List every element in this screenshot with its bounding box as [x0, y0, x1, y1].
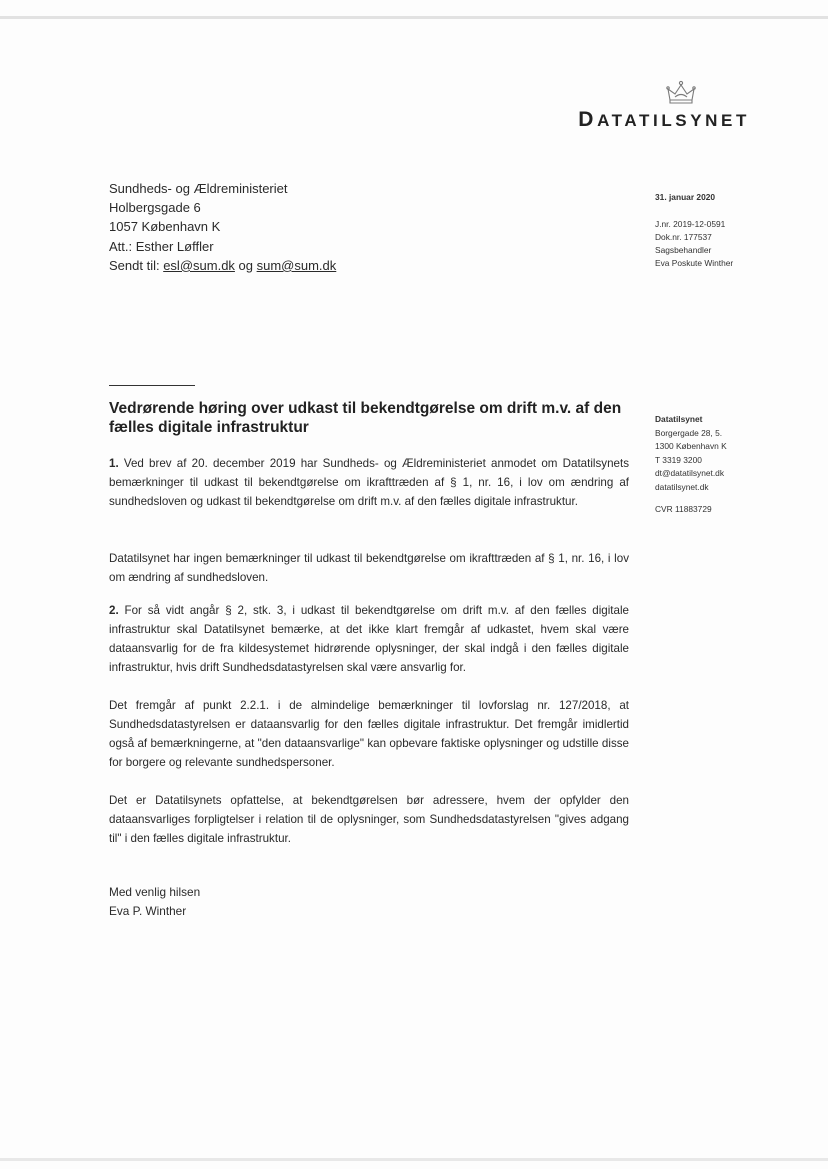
letter-date: 31. januar 2020: [655, 192, 716, 202]
sender-website: datatilsynet.dk: [655, 481, 709, 492]
case-handler-label: Sagsbehandler: [655, 245, 712, 255]
paragraph-3: 2. For så vidt angår § 2, stk. 3, i udkast til bekendtgørelse om drift m.v. af den fælles digitale infrastruktur skal Datatilsynet bemærke, at det ikke klart fremgår af udkastet, hvem skal være dataansvarlig for de fra kildesystemet hidrørende oplysninger, der skal indgå i den fælles digitale infrastruktur, hvis drift Sundhedsdatastyrelsen skal være ansvarlig for.: [109, 604, 629, 674]
recipient-street: Holbergsgade 6: [109, 200, 201, 216]
letter-title: Vedrørende høring over udkast til bekendtgørelse om drift m.v. af den fælles digitale infrastruktur: [109, 400, 622, 436]
sender-cvr: CVR 11883729: [655, 503, 712, 514]
paragraph-1: 1. Ved brev af 20. december 2019 har Sundheds- og Ældreministeriet anmodet om Datatilsynets bemærkninger til udkast til bekendtgørelse om ikrafttræden af § 1, nr. 16, i lov om ændring af sundhedsloven og udkast til bekendtgørelse om drift m.v. af den fælles digitale infrastruktur.: [109, 457, 629, 508]
crown-icon: [666, 80, 696, 106]
recipient-city: 1057 København K: [109, 219, 221, 235]
recipient-sent-to: Sendt til: esl@sum.dk og sum@sum.dk: [109, 257, 337, 273]
letter-closing: [109, 883, 200, 921]
paragraph-2: Datatilsynet har ingen bemærkninger til udkast til bekendtgørelse om ikrafttræden af § 1, nr. 16, i lov om ændring af sundhedsloven.: [109, 552, 629, 584]
title-divider: [109, 385, 195, 386]
closing-signer: Eva P. Winther: [109, 904, 187, 918]
document-number: Dok.nr. 177537: [655, 232, 712, 242]
sender-street: Borgergade 28, 5.: [655, 427, 723, 438]
sender-name: Datatilsynet: [655, 414, 703, 424]
sender-email: dt@datatilsynet.dk: [655, 468, 725, 479]
email-link-esl[interactable]: esl@sum.dk: [163, 257, 235, 273]
letter-metadata: [655, 191, 733, 270]
sender-address: [655, 413, 727, 516]
page-top-edge: [0, 16, 828, 19]
journal-number: J.nr. 2019-12-0591: [655, 219, 726, 229]
organization-wordmark: DATATILSYNET: [578, 108, 750, 131]
email-link-sum[interactable]: sum@sum.dk: [256, 257, 337, 273]
recipient-ministry: Sundheds- og Ældreministeriet: [109, 181, 288, 196]
paragraph-3-number: 2.: [109, 604, 119, 617]
page-bottom-edge: [0, 1158, 828, 1161]
case-handler-name: Eva Poskute Winther: [655, 258, 734, 268]
recipient-address: [109, 179, 336, 275]
paragraph-1-number: 1.: [109, 457, 119, 470]
sender-phone: T 3319 3200: [655, 454, 702, 465]
closing-greeting: Med venlig hilsen: [109, 885, 201, 899]
sender-city: 1300 København K: [655, 441, 727, 452]
paragraph-5: Det er Datatilsynets opfattelse, at bekendtgørelsen bør adressere, hvem der opfylder den dataansvarliges forpligtelser i relation til de oplysninger, som Sundhedsdatastyrelsen "gives adgang til" i den fælles digitale infrastruktur.: [109, 794, 629, 845]
recipient-attention: Att.: Esther Løffler: [109, 238, 214, 254]
paragraph-4: Det fremgår af punkt 2.2.1. i de almindelige bemærkninger til lovforslag nr. 127/2018, at Sundhedsdatastyrelsen er dataansvarlig for den fælles digitale infrastruktur. Det fremgår imidlertid også af bemærkningerne, at "den dataansvarlige" kan opbevare faktiske oplysninger og udstille disse for borgere og relevante sundhedspersoner.: [109, 699, 629, 769]
